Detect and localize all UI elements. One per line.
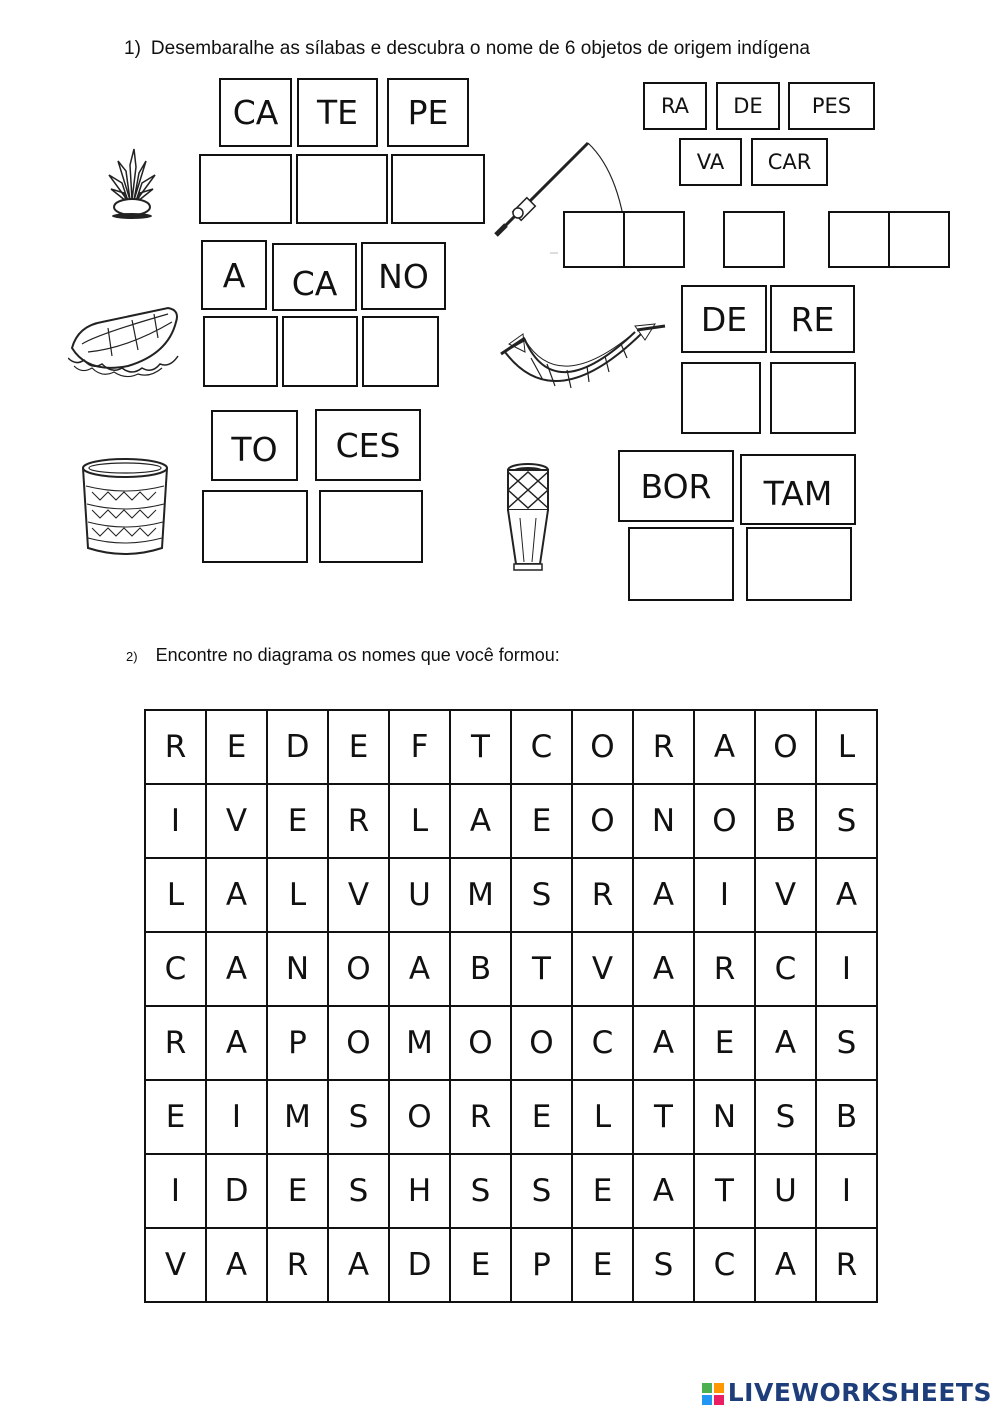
grid-cell[interactable]: E (145, 1080, 206, 1154)
syllable-card[interactable]: A (201, 240, 267, 310)
answer-box[interactable] (203, 316, 278, 387)
grid-cell[interactable]: O (389, 1080, 450, 1154)
headdress-icon (106, 145, 158, 226)
grid-cell[interactable]: R (694, 932, 755, 1006)
grid-cell[interactable]: H (389, 1154, 450, 1228)
syllable-card[interactable]: RA (643, 82, 707, 130)
syllable-card[interactable]: TO (211, 410, 298, 481)
grid-cell[interactable]: T (450, 710, 511, 784)
grid-cell[interactable]: L (145, 858, 206, 932)
grid-cell[interactable]: S (755, 1080, 816, 1154)
grid-cell[interactable]: P (267, 1006, 328, 1080)
grid-cell[interactable]: S (511, 1154, 572, 1228)
grid-row (145, 932, 877, 1006)
syllable-card[interactable]: TAM (740, 454, 856, 525)
grid-row (145, 1228, 877, 1302)
liveworksheets-logo (702, 1378, 992, 1407)
syllable-card[interactable]: BOR (618, 450, 734, 522)
grid-cell[interactable]: B (816, 1080, 877, 1154)
syllable-card[interactable]: TE (297, 78, 378, 147)
grid-cell[interactable]: B (450, 932, 511, 1006)
question-2 (126, 645, 560, 666)
syllable-card[interactable]: DE (716, 82, 780, 130)
grid-cell[interactable]: L (572, 1080, 633, 1154)
grid-cell[interactable]: R (145, 710, 206, 784)
question-2-number: 2) (126, 649, 138, 664)
grid-cell[interactable]: F (389, 710, 450, 784)
grid-cell[interactable]: I (145, 784, 206, 858)
grid-cell[interactable]: A (755, 1228, 816, 1302)
grid-cell[interactable]: C (572, 1006, 633, 1080)
grid-cell[interactable]: R (816, 1228, 877, 1302)
answer-box[interactable] (746, 527, 852, 601)
grid-cell[interactable]: I (145, 1154, 206, 1228)
grid-cell[interactable]: A (450, 784, 511, 858)
grid-cell[interactable]: E (267, 1154, 328, 1228)
grid-row (145, 710, 877, 784)
hammock-icon (495, 318, 667, 403)
answer-box[interactable] (623, 211, 685, 268)
grid-cell[interactable]: O (755, 710, 816, 784)
answer-box[interactable] (319, 490, 423, 563)
grid-row (145, 858, 877, 932)
word-search-grid (144, 709, 878, 1303)
grid-cell[interactable]: C (511, 710, 572, 784)
syllable-card[interactable]: CA (272, 243, 357, 311)
grid-cell[interactable]: S (328, 1154, 389, 1228)
grid-cell[interactable]: V (572, 932, 633, 1006)
grid-cell[interactable]: A (633, 858, 694, 932)
grid-cell[interactable]: A (633, 1154, 694, 1228)
grid-cell[interactable]: A (633, 1006, 694, 1080)
grid-cell[interactable]: S (816, 784, 877, 858)
grid-cell[interactable]: C (694, 1228, 755, 1302)
grid-cell[interactable]: N (633, 784, 694, 858)
answer-box[interactable] (296, 154, 388, 224)
grid-cell[interactable]: O (450, 1006, 511, 1080)
grid-cell[interactable]: S (450, 1154, 511, 1228)
grid-cell[interactable]: O (572, 710, 633, 784)
syllable-card[interactable]: NO (361, 242, 446, 310)
answer-box[interactable] (202, 490, 308, 563)
grid-cell[interactable]: B (755, 784, 816, 858)
grid-cell[interactable]: E (206, 710, 267, 784)
grid-cell[interactable]: E (328, 710, 389, 784)
canoe-icon (68, 304, 184, 387)
answer-box[interactable] (888, 211, 950, 268)
logo-mark-icon (702, 1382, 724, 1404)
question-1 (124, 38, 810, 60)
grid-cell[interactable]: M (389, 1006, 450, 1080)
grid-cell[interactable]: I (816, 1154, 877, 1228)
grid-cell[interactable]: V (145, 1228, 206, 1302)
grid-cell[interactable]: E (694, 1006, 755, 1080)
grid-cell[interactable]: O (511, 1006, 572, 1080)
grid-row (145, 784, 877, 858)
syllable-card[interactable]: RE (770, 285, 855, 353)
grid-cell[interactable]: A (206, 1006, 267, 1080)
grid-cell[interactable]: I (694, 858, 755, 932)
grid-cell[interactable]: L (389, 784, 450, 858)
answer-box[interactable] (391, 154, 485, 224)
grid-cell[interactable]: A (389, 932, 450, 1006)
grid-cell[interactable]: A (694, 710, 755, 784)
syllable-card[interactable]: PES (788, 82, 875, 130)
syllable-card[interactable]: PE (387, 78, 469, 147)
grid-cell[interactable]: O (328, 932, 389, 1006)
grid-cell[interactable]: L (816, 710, 877, 784)
grid-cell[interactable]: R (328, 784, 389, 858)
grid-cell[interactable]: E (572, 1154, 633, 1228)
grid-cell[interactable]: E (511, 784, 572, 858)
grid-cell[interactable]: U (755, 1154, 816, 1228)
grid-cell[interactable]: R (633, 710, 694, 784)
grid-row (145, 1080, 877, 1154)
grid-cell[interactable]: O (572, 784, 633, 858)
grid-cell[interactable]: S (328, 1080, 389, 1154)
grid-cell[interactable]: R (450, 1080, 511, 1154)
answer-box[interactable] (628, 527, 734, 601)
grid-cell[interactable]: T (511, 932, 572, 1006)
grid-cell[interactable]: S (511, 858, 572, 932)
grid-cell[interactable]: N (694, 1080, 755, 1154)
grid-cell[interactable]: I (816, 932, 877, 1006)
answer-box[interactable] (282, 316, 358, 387)
grid-cell[interactable]: I (206, 1080, 267, 1154)
grid-cell[interactable]: C (145, 932, 206, 1006)
answer-box[interactable] (563, 211, 625, 268)
grid-cell[interactable]: D (389, 1228, 450, 1302)
grid-cell[interactable]: D (267, 710, 328, 784)
syllable-card[interactable]: VA (679, 138, 742, 186)
grid-cell[interactable]: T (633, 1080, 694, 1154)
grid-cell[interactable]: A (633, 932, 694, 1006)
grid-cell[interactable]: A (206, 858, 267, 932)
grid-cell[interactable]: A (816, 858, 877, 932)
grid-cell[interactable]: O (694, 784, 755, 858)
grid-cell[interactable]: M (450, 858, 511, 932)
grid-cell[interactable]: U (389, 858, 450, 932)
grid-cell[interactable]: A (328, 1228, 389, 1302)
syllable-card[interactable]: CA (219, 78, 292, 147)
grid-row (145, 1154, 877, 1228)
question-1-number: 1) (124, 38, 141, 59)
grid-cell[interactable]: A (206, 1228, 267, 1302)
grid-cell[interactable]: S (816, 1006, 877, 1080)
grid-cell[interactable]: R (145, 1006, 206, 1080)
grid-cell[interactable]: E (450, 1228, 511, 1302)
grid-cell[interactable]: V (328, 858, 389, 932)
answer-box[interactable] (723, 211, 785, 268)
basket-icon (78, 456, 172, 563)
grid-row (145, 1006, 877, 1080)
drum-icon (500, 462, 556, 585)
grid-cell[interactable]: C (755, 932, 816, 1006)
grid-cell[interactable]: L (267, 858, 328, 932)
grid-cell[interactable]: V (755, 858, 816, 932)
grid-cell[interactable]: R (267, 1228, 328, 1302)
syllable-card[interactable]: DE (681, 285, 767, 353)
grid-cell[interactable]: D (206, 1154, 267, 1228)
grid-cell[interactable]: E (267, 784, 328, 858)
question-1-text: Desembaralhe as sílabas e descubra o nome de 6 objetos de origem indígena (150, 38, 810, 59)
grid-cell[interactable]: T (694, 1154, 755, 1228)
grid-cell[interactable]: R (572, 858, 633, 932)
grid-cell[interactable]: A (755, 1006, 816, 1080)
answer-box[interactable] (770, 362, 856, 434)
grid-cell[interactable]: N (267, 932, 328, 1006)
grid-cell[interactable]: S (633, 1228, 694, 1302)
grid-cell[interactable]: P (511, 1228, 572, 1302)
grid-cell[interactable]: A (206, 932, 267, 1006)
grid-cell[interactable]: V (206, 784, 267, 858)
grid-cell[interactable]: E (572, 1228, 633, 1302)
grid-cell[interactable]: M (267, 1080, 328, 1154)
syllable-card[interactable]: CAR (751, 138, 828, 186)
grid-cell[interactable]: O (328, 1006, 389, 1080)
answer-box[interactable] (681, 362, 761, 434)
question-2-text: Encontre no diagrama os nomes que você formou: (155, 645, 560, 665)
logo-text: LIVEWORKSHEETS (727, 1378, 992, 1407)
answer-box[interactable] (362, 316, 439, 387)
answer-box[interactable] (199, 154, 292, 224)
grid-cell[interactable]: E (511, 1080, 572, 1154)
answer-box[interactable] (828, 211, 890, 268)
syllable-card[interactable]: CES (315, 409, 421, 481)
